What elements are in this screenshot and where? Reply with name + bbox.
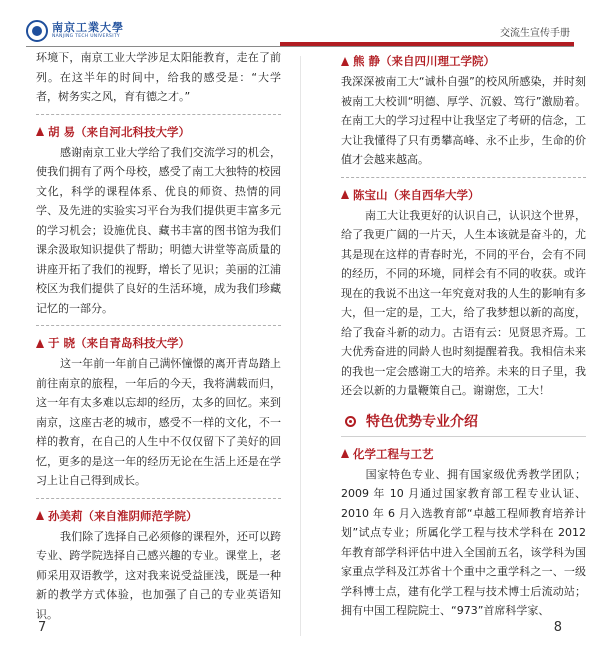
triangle-bullet-icon bbox=[341, 57, 349, 66]
testimonial-text: 我们除了选择自己必须修的课程外，还可以跨专业、跨学院选择自己感兴趣的专业。课堂上，老师采用双语教学，这对我来说受益匪浅，既是一种新的教学方式体验，也加强了自己的专业英语知识。 bbox=[36, 529, 281, 621]
section-heading bbox=[341, 50, 586, 72]
testimonial-text: 感谢南京工业大学给了我们交流学习的机会，使我们拥有了两个母校，感受了南工大独特的校园文化，科学的课程体系、优良的师资、热情的同学、及先进的实验实习平台为我们提供更丰富多元的学习机会；设施优良、藏书丰富的图书馆为我们课余汲取知识提供了帮助；明德大讲堂等高质量的讲座开拓了我们的视野，增长了见识；美丽的江浦校区为我们提供了良好的生活环境，成为我们珍藏记忆的一部分。 bbox=[36, 145, 281, 315]
triangle-bullet-icon bbox=[341, 190, 349, 199]
page-number-left: 7 bbox=[38, 620, 47, 635]
triangle-bullet-icon bbox=[36, 339, 44, 348]
section-heading bbox=[36, 505, 281, 527]
student-name: 于 晓（来自青岛科技大学） bbox=[48, 336, 191, 350]
emblem-icon bbox=[26, 20, 48, 42]
header-rule bbox=[26, 46, 574, 47]
university-logo bbox=[26, 18, 124, 44]
triangle-bullet-icon bbox=[36, 511, 44, 520]
page-number-right: 8 bbox=[553, 620, 562, 635]
student-name: 孙美莉（来自淮阴师范学院） bbox=[48, 508, 198, 523]
testimonial-text: 南工大让我更好的认识自己，认识这个世界，给了我更广阔的一片天，人生本该就是奋斗的，尤其是现在这样的青春时光，不同的平台，会有不同的经历，不同的环境，同样会有不同的收获。或许现在的我说不出这一年究竟对我的人生的影响有多大，但一定的是，工大，给了我梦想以新的高度，给了我奋斗新的动力。古语有云：见贤思齐焉。工大优秀奋进的同龄人也时刻提醒着我。我相信未来的我也一定会感谢工大的培养。未来的日子里，我还会以新的力量鞭策自己。谢谢您，工大！ bbox=[341, 208, 586, 397]
page-header bbox=[0, 0, 600, 44]
section-heading bbox=[36, 332, 281, 354]
header-accent-bar bbox=[280, 42, 574, 46]
section-heading bbox=[341, 184, 586, 206]
feature-section-heading bbox=[341, 411, 586, 437]
testimonial-text: 这一年前一年前自己满怀憧憬的离开青岛踏上前往南京的旅程，一年后的今天，我将满载而归，这一年有太多难以忘却的经历，太多的回忆。来到南京，这座古老的城市，感受不一样的文化，不一样的教育，在自己的人生中不仅仅留下了美好的回忆，更多的是这一年的经历无论在生活上还是在学习上让自己得到成长。 bbox=[36, 357, 281, 487]
intro-paragraph: 环境下，南京工业大学涉足太阳能教育，走在了前列。在这半年的时间中，给我的感受是：“大学者，树务实之风，育有德之才。” bbox=[36, 51, 281, 103]
major-name: 化学工程与工艺 bbox=[353, 446, 434, 461]
divider bbox=[341, 177, 586, 178]
logo-english-name: NANJING TECH UNIVERSITY bbox=[52, 34, 120, 40]
divider bbox=[36, 325, 281, 326]
student-name: 胡 易（来自河北科技大学） bbox=[48, 124, 191, 139]
divider bbox=[36, 114, 281, 115]
right-page bbox=[341, 48, 586, 621]
testimonial-text: 我深深被南工大“诚朴自强”的校风所感染，并时刻被南工大校训“明德、厚学、沉毅、笃行”激励着。在南工大的学习过程中让我坚定了考研的信念，工大让我懂得了只有勇攀高峰、永不止步，生命的价值才会越来越高。 bbox=[341, 75, 586, 166]
major-heading bbox=[341, 443, 586, 465]
student-name: 陈宝山（来自西华大学） bbox=[353, 187, 480, 202]
triangle-bullet-icon bbox=[341, 449, 349, 458]
page-gutter bbox=[300, 56, 301, 636]
section-heading bbox=[36, 121, 281, 143]
triangle-bullet-icon bbox=[36, 127, 44, 136]
divider bbox=[36, 498, 281, 499]
feature-title: 特色优势专业介绍 bbox=[366, 414, 478, 430]
logo-chinese-name: 南京工業大學 bbox=[52, 21, 124, 35]
target-circle-icon bbox=[345, 416, 356, 427]
handbook-title: 交流生宣传手册 bbox=[500, 28, 570, 39]
left-page bbox=[36, 48, 281, 624]
student-name: 熊 静（来自四川理工学院） bbox=[353, 54, 496, 68]
major-description: 国家特色专业、拥有国家级优秀教学团队；2009 年 10 月通过国家教育部工程专业认证、2010 年 6 月入选教育部“卓越工程师教育培养计划”试点专业；所属化学工程与技术学科在 2012 年教育部学科评估中进入全国前五名，该学科为国家重点学科及江苏省十个重中之重学科之一、一级学科博士点，建有化学工程与技术博士后流动站；拥有中国工程院院士、“973”首席科学家、 bbox=[341, 467, 586, 617]
